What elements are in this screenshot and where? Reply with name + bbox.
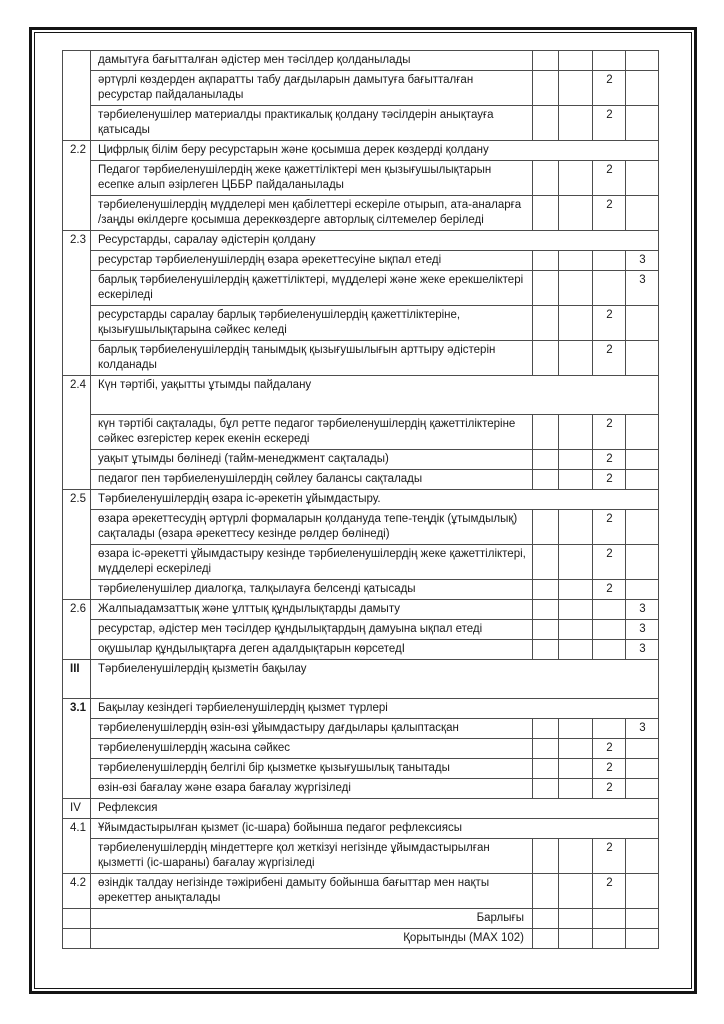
table-row (63, 739, 659, 759)
row-number-cell: 2.4 (63, 376, 91, 490)
score-cell: 2 (593, 580, 626, 600)
score-cell: 3 (626, 620, 659, 640)
criterion-cell: күн тәртібі сақталады, бұл ретте педагог тәрбиеленушілердің қажеттіліктеріне сәйкес өзгерістер керек екенін ескереді (91, 415, 533, 450)
score-cell (533, 106, 559, 141)
criterion-cell: Рефлексия (91, 799, 659, 819)
criterion-cell: ресурстар, әдістер мен тәсілдер құндылықтардың дамуына ықпал етеді (91, 620, 533, 640)
score-cell (533, 51, 559, 71)
score-cell (559, 929, 593, 949)
score-cell (533, 739, 559, 759)
score-cell (533, 196, 559, 231)
table-row (63, 699, 659, 719)
criterion-cell: уақыт ұтымды бөлінеді (тайм-менеджмент сақталады) (91, 450, 533, 470)
score-cell (533, 620, 559, 640)
table-row (63, 779, 659, 799)
score-cell (533, 779, 559, 799)
score-cell (559, 106, 593, 141)
score-cell (559, 839, 593, 874)
criterion-cell: Барлығы (91, 909, 533, 929)
score-cell (533, 271, 559, 306)
table-row (63, 251, 659, 271)
table-row (63, 231, 659, 251)
table-row (63, 376, 659, 415)
row-number-cell (63, 909, 91, 929)
score-cell (559, 739, 593, 759)
table-row (63, 929, 659, 949)
score-cell (559, 71, 593, 106)
score-cell (559, 620, 593, 640)
table-row (63, 909, 659, 929)
score-cell (559, 580, 593, 600)
score-cell (533, 719, 559, 739)
criterion-cell: Педагог тәрбиеленушілердің жеке қажеттіліктері мен қызығушылықтарын есепке алып әзірлеген ЦББР пайдаланылады (91, 161, 533, 196)
score-cell (533, 640, 559, 660)
score-cell (626, 306, 659, 341)
criterion-cell: Тәрбиеленушілердің өзара іс-әрекетін ұйымдастыру. (91, 490, 659, 510)
score-cell (626, 759, 659, 779)
table-row (63, 141, 659, 161)
score-cell (533, 874, 559, 909)
table-row (63, 580, 659, 600)
table-row (63, 545, 659, 580)
score-cell (559, 196, 593, 231)
score-cell: 2 (593, 106, 626, 141)
criterion-cell: тәрбиеленушілер диалогқа, талқылауға белсенді қатысады (91, 580, 533, 600)
score-cell (559, 719, 593, 739)
assessment-rubric-table-body (63, 51, 659, 949)
score-cell (626, 545, 659, 580)
score-cell (533, 600, 559, 620)
criterion-cell: барлық тәрбиеленушілердің танымдық қызығушылығын арттыру әдістерін колданады (91, 341, 533, 376)
score-cell: 2 (593, 470, 626, 490)
score-cell (626, 580, 659, 600)
score-cell (626, 415, 659, 450)
score-cell (626, 839, 659, 874)
score-cell (533, 510, 559, 545)
criterion-cell: Қорытынды (MAX 102) (91, 929, 533, 949)
criterion-cell: барлық тәрбиеленушілердің қажеттіліктері, мүдделері және жеке ерекшеліктері ескеріледі (91, 271, 533, 306)
score-cell (533, 545, 559, 580)
table-row (63, 799, 659, 819)
score-cell (559, 545, 593, 580)
table-row (63, 415, 659, 450)
score-cell (593, 929, 626, 949)
score-cell (533, 251, 559, 271)
row-number-cell: 4.1 (63, 819, 91, 874)
table-row (63, 196, 659, 231)
table-row (63, 161, 659, 196)
score-cell (559, 759, 593, 779)
table-row (63, 71, 659, 106)
row-number-cell: 4.2 (63, 874, 91, 909)
table-row (63, 839, 659, 874)
score-cell (533, 415, 559, 450)
score-cell: 2 (593, 341, 626, 376)
table-row (63, 271, 659, 306)
table-row (63, 306, 659, 341)
score-cell (559, 341, 593, 376)
score-cell: 2 (593, 450, 626, 470)
score-cell (533, 759, 559, 779)
criterion-cell: тәрбиеленушілер материалды практикалық қолдану тәсілдерін анықтауға қатысады (91, 106, 533, 141)
score-cell (559, 51, 593, 71)
criterion-cell: тәрбиеленушілердің өзін-өзі ұйымдастыру дағдылары қалыптасқан (91, 719, 533, 739)
score-cell: 3 (626, 719, 659, 739)
score-cell: 3 (626, 600, 659, 620)
score-cell (559, 600, 593, 620)
score-cell (559, 909, 593, 929)
criterion-cell: дамытуға бағытталған әдістер мен тәсілдер қолданылады (91, 51, 533, 71)
table-row (63, 640, 659, 660)
criterion-cell: тәрбиеленушілердің міндеттерге қол жеткізуі негізінде ұйымдастырылған қызметті (іс-шараны) бағалау жүргізіледі (91, 839, 533, 874)
score-cell (559, 306, 593, 341)
table-row (63, 874, 659, 909)
row-number-cell: IV (63, 799, 91, 819)
score-cell (533, 341, 559, 376)
row-number-cell: 3.1 (63, 699, 91, 799)
score-cell (559, 470, 593, 490)
row-number-cell: III (63, 660, 91, 699)
score-cell (626, 341, 659, 376)
table-row (63, 719, 659, 739)
score-cell (626, 739, 659, 759)
score-cell (626, 929, 659, 949)
score-cell: 3 (626, 640, 659, 660)
score-cell (626, 51, 659, 71)
criterion-cell: Күн тәртібі, уақытты ұтымды пайдалану (91, 376, 659, 415)
row-number-cell: 2.3 (63, 231, 91, 376)
criterion-cell: Бақылау кезіндегі тәрбиеленушілердің қызмет түрлері (91, 699, 659, 719)
score-cell: 2 (593, 415, 626, 450)
criterion-cell: Тәрбиеленушілердің қызметін бақылау (91, 660, 659, 699)
score-cell (593, 620, 626, 640)
score-cell (626, 779, 659, 799)
score-cell (626, 909, 659, 929)
score-cell (533, 306, 559, 341)
table-row (63, 490, 659, 510)
row-number-cell (63, 51, 91, 141)
table-row (63, 470, 659, 490)
score-cell: 2 (593, 779, 626, 799)
score-cell (533, 909, 559, 929)
score-cell (593, 251, 626, 271)
score-cell (626, 450, 659, 470)
table-row (63, 106, 659, 141)
criterion-cell: өзіндік талдау негізінде тәжірибені дамыту бойынша бағыттар мен нақты әрекеттер анықталады (91, 874, 533, 909)
table-row (63, 660, 659, 699)
table-row (63, 620, 659, 640)
score-cell: 2 (593, 739, 626, 759)
score-cell (559, 251, 593, 271)
row-number-cell (63, 929, 91, 949)
table-row (63, 510, 659, 545)
score-cell: 2 (593, 161, 626, 196)
criterion-cell: ресурстарды саралау барлық тәрбиеленушілердің қажеттіліктеріне, қызығушылықтарына сәйкес келеді (91, 306, 533, 341)
table-row (63, 600, 659, 620)
criterion-cell: ресурстар тәрбиеленушілердің өзара әрекеттесуіне ықпал етеді (91, 251, 533, 271)
score-cell (593, 51, 626, 71)
criterion-cell: Цифрлық білім беру ресурстарын және қосымша дерек көздерді қолдану (91, 141, 659, 161)
score-cell (626, 161, 659, 196)
criterion-cell: педагог пен тәрбиеленушілердің сөйлеу балансы сақталады (91, 470, 533, 490)
criterion-cell: тәрбиеленушілердің белгілі бір қызметке қызығушылық танытады (91, 759, 533, 779)
score-cell: 2 (593, 759, 626, 779)
score-cell (593, 719, 626, 739)
score-cell (533, 839, 559, 874)
score-cell (533, 580, 559, 600)
criterion-cell: өзін-өзі бағалау және өзара бағалау жүргізіледі (91, 779, 533, 799)
score-cell: 2 (593, 545, 626, 580)
score-cell (559, 415, 593, 450)
score-cell (626, 71, 659, 106)
score-cell: 3 (626, 271, 659, 306)
criterion-cell: оқушылар құндылықтарға деген адалдықтарын көрсетедІ (91, 640, 533, 660)
score-cell (593, 640, 626, 660)
table-row (63, 759, 659, 779)
score-cell: 2 (593, 510, 626, 545)
score-cell (593, 271, 626, 306)
score-cell: 2 (593, 196, 626, 231)
score-cell (533, 71, 559, 106)
score-cell (559, 640, 593, 660)
score-cell (559, 271, 593, 306)
score-cell (533, 470, 559, 490)
table-row (63, 51, 659, 71)
score-cell (626, 196, 659, 231)
score-cell: 3 (626, 251, 659, 271)
score-cell (559, 779, 593, 799)
row-number-cell: 2.6 (63, 600, 91, 660)
score-cell (593, 600, 626, 620)
row-number-cell: 2.5 (63, 490, 91, 600)
criterion-cell: өзара іс-әрекетті ұйымдастыру кезінде тәрбиеленушілердің жеке қажеттіліктері, мүдделері ескеріледі (91, 545, 533, 580)
table-row (63, 450, 659, 470)
score-cell (533, 929, 559, 949)
score-cell (626, 510, 659, 545)
criterion-cell: Жалпыадамзаттық және ұлттық құндылықтарды дамыту (91, 600, 533, 620)
score-cell (559, 510, 593, 545)
score-cell (533, 161, 559, 196)
score-cell (626, 106, 659, 141)
score-cell: 2 (593, 71, 626, 106)
score-cell (626, 874, 659, 909)
score-cell: 2 (593, 306, 626, 341)
score-cell (559, 161, 593, 196)
score-cell (559, 874, 593, 909)
table-row (63, 341, 659, 376)
criterion-cell: Ресурстарды, саралау әдістерін қолдану (91, 231, 659, 251)
criterion-cell: тәрбиеленушілердің мүдделері мен қабілеттері ескеріле отырып, ата-аналарға /заңды өкілдерге қосымша дереккөздерге авторлық сілтемелер беріледі (91, 196, 533, 231)
score-cell (626, 470, 659, 490)
score-cell: 2 (593, 839, 626, 874)
assessment-rubric-table (62, 50, 659, 949)
score-cell (559, 450, 593, 470)
row-number-cell: 2.2 (63, 141, 91, 231)
score-cell (533, 450, 559, 470)
criterion-cell: тәрбиеленушілердің жасына сәйкес (91, 739, 533, 759)
criterion-cell: әртүрлі көздерден ақпаратты табу дағдыларын дамытуға бағытталған ресурстар пайдаланылады (91, 71, 533, 106)
score-cell (593, 909, 626, 929)
score-cell: 2 (593, 874, 626, 909)
criterion-cell: Ұйымдастырылған қызмет (іс-шара) бойынша педагог рефлексиясы (91, 819, 659, 839)
table-row (63, 819, 659, 839)
criterion-cell: өзара әрекеттесудің әртүрлі формаларын қолдануда тепе-теңдік (ұтымдылық) сақталады (өзара әрекеттесу кезінде рөлдер бөлінеді) (91, 510, 533, 545)
